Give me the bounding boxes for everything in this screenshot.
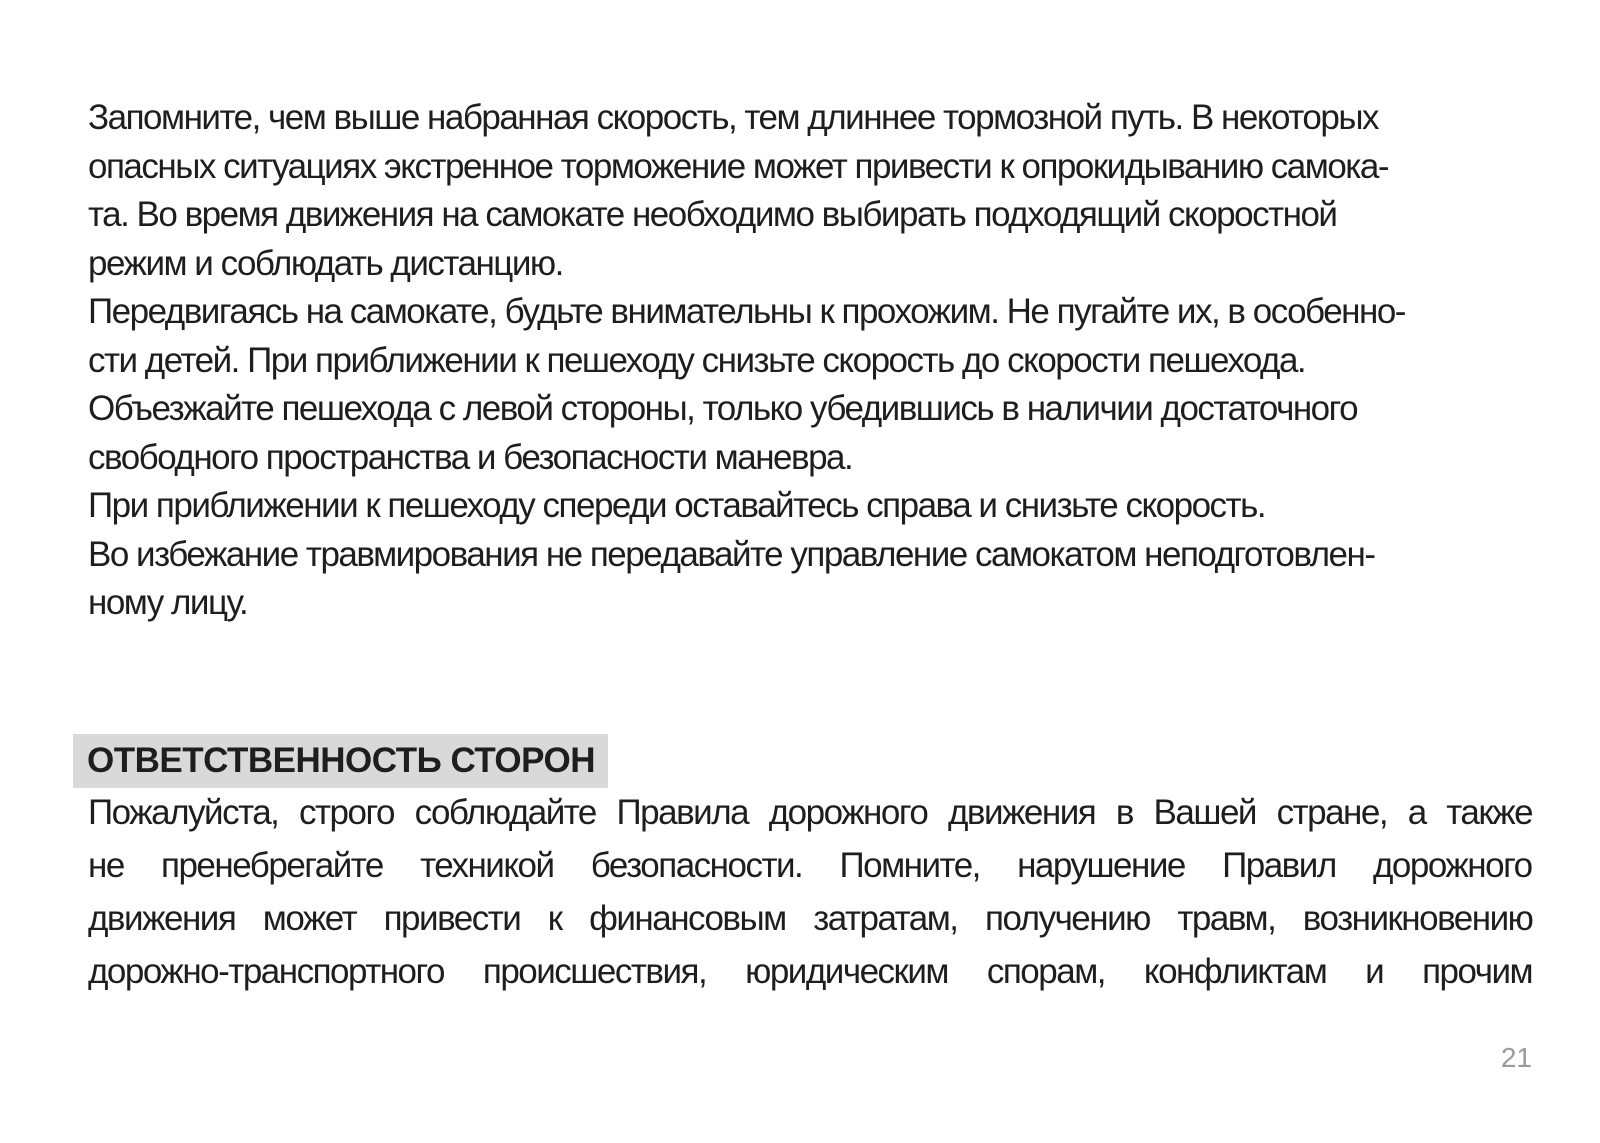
- intro-line: Передвигаясь на самокате, будьте внимательны к прохожим. Не пугайте их, в особенно-: [88, 292, 1405, 331]
- intro-line: свободного пространства и безопасности маневра.: [88, 437, 853, 477]
- intro-line: Во избежание травмирования не передавайте управление самокатом неподготовлен-: [88, 534, 1375, 574]
- intro-line: сти детей. При приближении к пешеходу снизьте скорость до скорости пешехода.: [88, 340, 1306, 380]
- intro-line: ному лицу.: [88, 583, 248, 622]
- intro-line: та. Во время движения на самокате необходимо выбирать подходящий скоростной: [88, 195, 1337, 234]
- section-line: Пожалуйста, строго соблюдайте Правила дорожного движения в Вашей стране, а также: [88, 793, 1533, 832]
- intro-line: Объезжайте пешехода с левой стороны, только убедившись в наличии достаточного: [88, 389, 1358, 428]
- page-number: 21: [1500, 1042, 1532, 1073]
- section-heading: ОТВЕТСТВЕННОСТЬ СТОРОН: [87, 741, 595, 780]
- intro-line: При приближении к пешеходу спереди оставайтесь справа и снизьте скорость.: [88, 486, 1266, 525]
- section-body: [88, 786, 1532, 998]
- section-line: не пренебрегайте техникой безопасности. Помните, нарушение Правил дорожного: [88, 846, 1532, 885]
- intro-line: режим и соблюдать дистанцию.: [88, 243, 563, 283]
- intro-line: Запомните, чем выше набранная скорость, тем длиннее тормозной путь. В некоторых: [88, 98, 1378, 137]
- section-line: дорожно-транспортного происшествия, юридическим спорам, конфликтам и прочим: [88, 952, 1533, 991]
- intro-line: опасных ситуациях экстренное торможение может привести к опрокидыванию самока-: [88, 146, 1388, 186]
- section-line: движения может привести к финансовым затратам, получению травм, возникновению: [88, 899, 1533, 938]
- section-heading-box: [73, 734, 608, 788]
- intro-paragraphs: [88, 94, 1528, 628]
